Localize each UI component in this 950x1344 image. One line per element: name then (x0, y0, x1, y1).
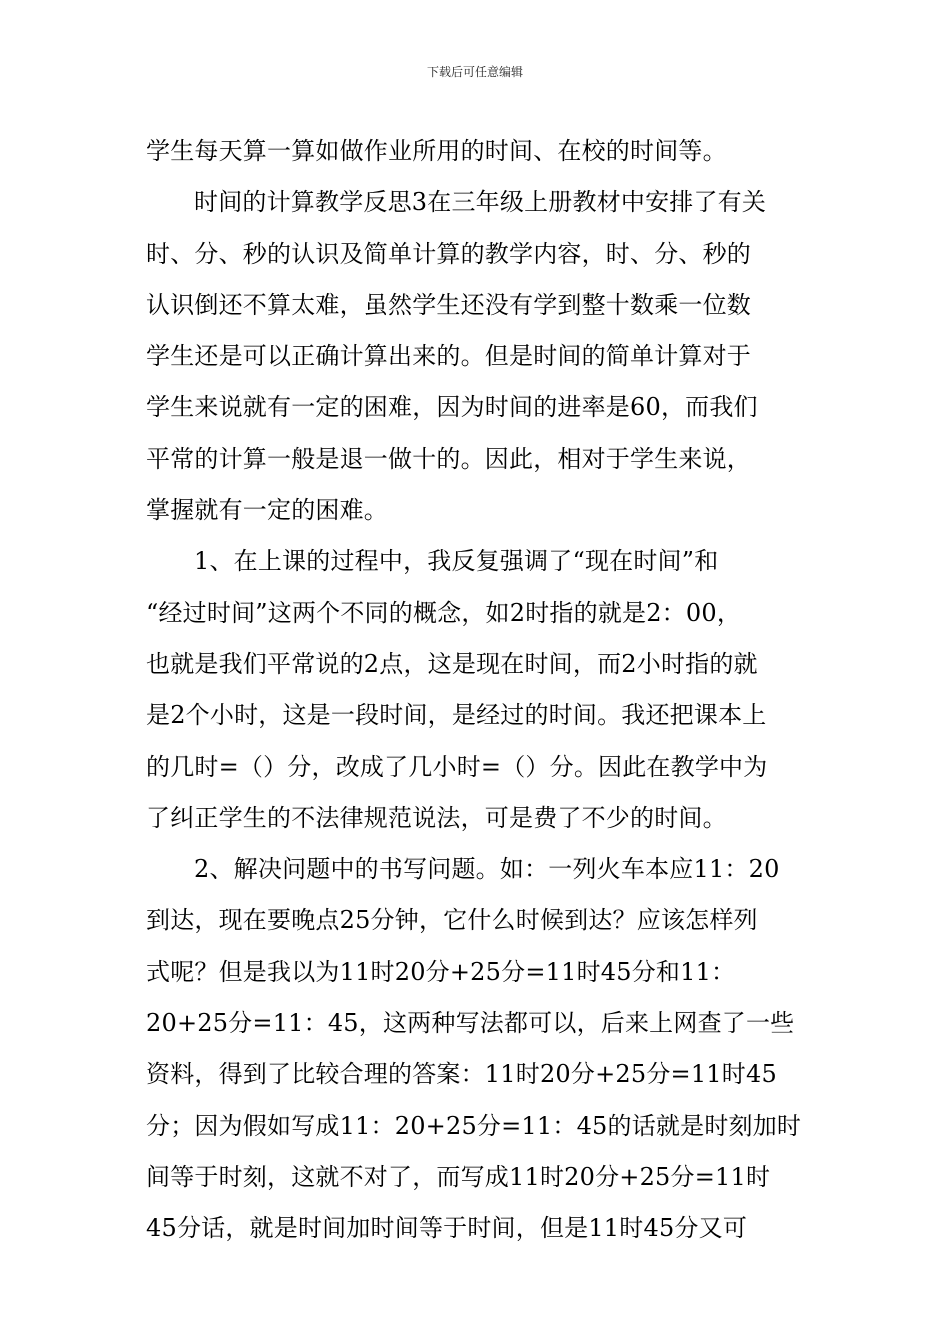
text-line: 是2个小时，这是一段时间，是经过的时间。我还把课本上 (146, 701, 767, 730)
page-header: 下载后可任意编辑 (426, 65, 523, 79)
text-line: 20+25分=11：45，这两种写法都可以，后来上网查了一些 (146, 1009, 795, 1038)
text-line: 1、在上课的过程中，我反复强调了“现在时间”和 (194, 547, 719, 576)
text-line: 间等于时刻，这就不对了，而写成11时20分+25分=11时 (146, 1162, 771, 1191)
text-line: 式呢？但是我以为11时20分+25分=11时45分和11： (146, 957, 736, 986)
text-line: 资料，得到了比较合理的答案：11时20分+25分=11时45 (146, 1060, 777, 1089)
text-line: 学生来说就有一定的困难，因为时间的进率是60，而我们 (146, 393, 758, 422)
text-line: 也就是我们平常说的2点，这是现在时间，而2小时指的就 (146, 649, 758, 678)
text-line: “经过时间”这两个不同的概念，如2时指的就是2：00， (146, 598, 742, 627)
text-line: 时、分、秒的认识及简单计算的教学内容，时、分、秒的 (146, 239, 751, 268)
text-line: 的几时=（）分，改成了几小时=（）分。因此在教学中为 (146, 752, 768, 781)
text-line: 认识倒还不算太难，虽然学生还没有学到整十数乘一位数 (146, 290, 751, 319)
text-line: 了纠正学生的不法律规范说法，可是费了不少的时间。 (146, 803, 727, 832)
text-line: 平常的计算一般是退一做十的。因此，相对于学生来说， (146, 444, 751, 473)
text-line: 学生还是可以正确计算出来的。但是时间的简单计算对于 (146, 342, 751, 371)
text-line: 2、解决问题中的书写问题。如：一列火车本应11：20 (194, 855, 780, 884)
text-line: 到达，现在要晚点25分钟，它什么时候到达？应该怎样列 (146, 906, 758, 935)
text-line: 学生每天算一算如做作业所用的时间、在校的时间等。 (146, 137, 727, 165)
text-line: 掌握就有一定的困难。 (146, 496, 388, 525)
text-line: 45分话，就是时间加时间等于时间，但是11时45分又可 (146, 1214, 748, 1243)
document-body (146, 126, 806, 1255)
text-line: 时间的计算教学反思3在三年级上册教材中安排了有关 (194, 188, 767, 217)
text-line: 分；因为假如写成11：20+25分=11：45的话就是时刻加时 (146, 1111, 802, 1140)
